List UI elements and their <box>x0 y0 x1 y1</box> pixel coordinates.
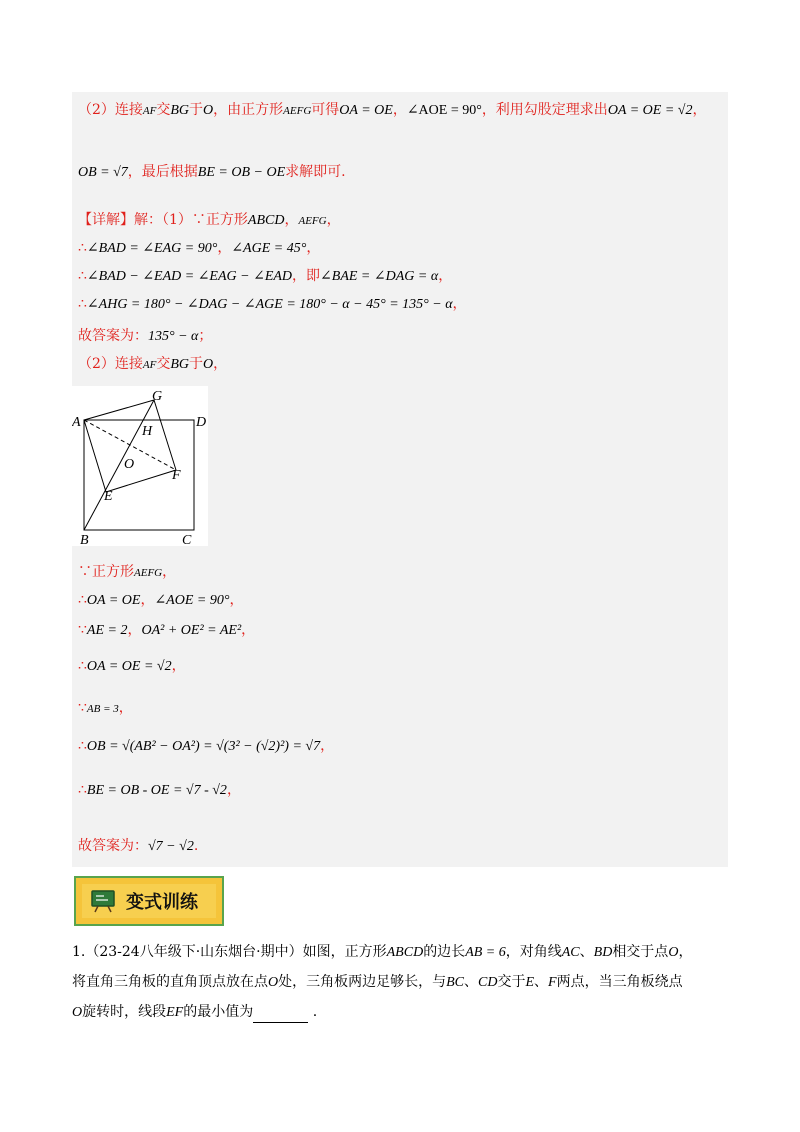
detail-part2-intro: （2）连接AF交BG于O， <box>78 356 228 372</box>
proof-line-4: ∴OA = OE = √2， <box>78 658 186 674</box>
figure-svg <box>72 386 208 546</box>
banner-title: 变式训练 <box>126 892 198 913</box>
proof-line-2: ∴OA = OE，∠AOE = 90°， <box>78 592 244 608</box>
variant-training-banner <box>74 876 224 926</box>
label-g: G <box>152 389 163 404</box>
hint-line-2: OB = √7，最后根据BE = OB − OE求解即可. <box>78 164 346 180</box>
label-f: F <box>172 468 181 483</box>
detail-line-4: ∴∠AHG = 180° − ∠DAG − ∠AGE = 180° − α − 45° = 135° − α， <box>78 296 467 312</box>
answer-2: 故答案为：√7 − √2. <box>78 838 199 854</box>
label-b: B <box>80 533 89 546</box>
blackboard-icon <box>90 889 116 913</box>
label-a: A <box>72 415 81 430</box>
proof-line-6: ∴OB = √(AB² − OA²) = √(3² − (√2)²) = √7， <box>78 738 335 754</box>
detail-line-2: ∴∠BAD = ∠EAG = 90°，∠AGE = 45°， <box>78 240 321 256</box>
proof-line-1: ∵正方形AEFG， <box>78 564 177 580</box>
square-aefg <box>84 400 176 492</box>
label-d: D <box>196 415 207 430</box>
answer-1: 故答案为：135° − α； <box>78 328 213 344</box>
detail-line-1: 【详解】解：（1）∵正方形ABCD，AEFG， <box>78 212 341 228</box>
proof-line-3: ∵AE = 2，OA² + OE² = AE²， <box>78 622 256 638</box>
question-line-3: O旋转时，线段EF的最小值为 . <box>72 1002 317 1023</box>
geometry-figure <box>72 386 208 546</box>
answer-blank[interactable] <box>253 1008 308 1023</box>
question-line-1: 1.（23-24八年级下·山东烟台·期中）如图，正方形ABCD的边长AB = 6，对角线AC、BD相交于点O， <box>72 944 693 960</box>
proof-line-5: ∵AB = 3， <box>78 700 133 716</box>
label-c: C <box>182 533 192 546</box>
proof-line-7: ∴BE = OB - OE = √7 - √2， <box>78 782 241 798</box>
label-o: O <box>124 457 135 472</box>
label-h: H <box>142 424 153 439</box>
detail-line-3: ∴∠BAD − ∠EAD = ∠EAG − ∠EAD，即∠BAE = ∠DAG = α， <box>78 268 453 284</box>
question-line-2: 将直角三角板的直角顶点放在点O处，三角板两边足够长，与BC、CD交于E、F两点，当三角板绕点 <box>72 974 683 990</box>
hint-line-1: （2）连接AF交BG于O，由正方形AEFG可得OA = OE，∠AOE = 90°，利用勾股定理求出OA = OE = √2， <box>78 102 707 118</box>
label-e: E <box>104 489 113 504</box>
